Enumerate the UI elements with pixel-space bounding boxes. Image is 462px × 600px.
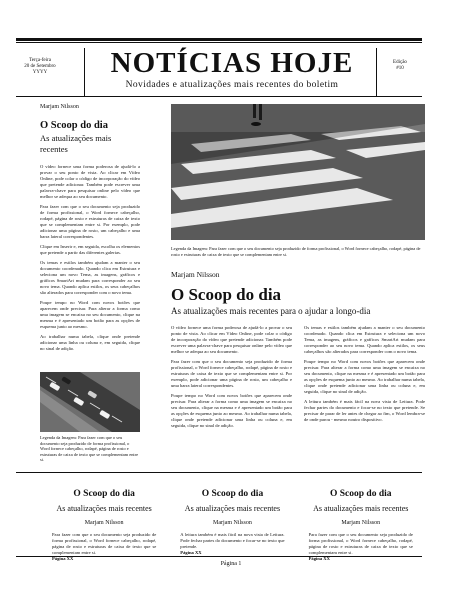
- edition-block: [378, 60, 422, 72]
- paragraph: Os temas e estilos também ajudam a manter o seu documento coordenado. Quando clica em Estrutura e seleciona um novo Tema, as imagens, gráficos e gráficos SmartArt mudam para corresponder ao seu novo tema. Quando aplica estilos, os seus cabeçalhos são alterados para corresponder com o novo tema.: [40, 260, 140, 295]
- masthead-left-divider: [84, 48, 85, 96]
- main-photo-caption: Legenda da Imagem: Para fazer com que o seu documento seja produzido de forma profissional, o Word fornece cabeçalho, rodapé, página de rosto e estruturas de caixa de texto que se complementam entre si.: [171, 246, 421, 257]
- teaser-headline: O Scoop do dia: [73, 489, 135, 499]
- teaser-3: [297, 488, 425, 561]
- main-article-author: Marjam Nilsson: [171, 270, 220, 279]
- left-article-body: [40, 164, 140, 352]
- main-article-subheadline: As atualizações mais recentes para o ajudar a longo-dia: [171, 306, 371, 316]
- left-article: [40, 104, 140, 356]
- left-photo-caption: Legenda da Imagem: Para fazer com que o seu documento seja produzido de forma profissional, o Word fornece cabeçalho, rodapé, página de rosto e estruturas de caixa de texto que se complementam entre si.: [40, 435, 139, 462]
- paragraph: Poupe tempo no Word com novos botões que aparecem onde precisar. Para alterar a forma como uma imagem se encaixa no seu documento, clique na mesma e é apresentado um botão para as opções de esquema junto ao mesmo. Ao trabalhar numa tabela, clique onde pretende adicionar uma linha ou coluna e, em seguida, clique no sinal de adição.: [171, 393, 292, 428]
- masthead-top-thin-rule: [16, 42, 422, 43]
- paragraph: Clique em Inserir e, em seguida, escolha os elementos que pretende a partir das diferentes galerias.: [40, 244, 140, 255]
- teaser-author: Marjam Nilsson: [213, 520, 252, 526]
- main-article-column-2: [304, 325, 425, 433]
- teaser-headline: O Scoop do dia: [201, 489, 264, 499]
- teaser-subheadline: As atualizações mais recentes: [313, 504, 409, 513]
- newsletter-subtitle: Novidades e atualizações mais recentes do boletim: [125, 80, 339, 90]
- paragraph: Ao trabalhar numa tabela, clique onde pretende adicionar uma linha ou coluna e, em seguida, clique no sinal de adição.: [40, 334, 140, 351]
- bottom-strip-top-rule: [16, 472, 422, 473]
- main-article-headline: O Scoop do dia: [171, 285, 282, 304]
- paragraph: Poupe tempo no Word com novos botões que aparecem onde precisar. Para alterar a forma como uma imagem se encaixa no seu documento, clique na mesma e é apresentado um botão para as opções de esquema junto ao mesmo. Ao trabalhar numa tabela, clique onde pretende adicionar uma linha ou coluna e, em seguida, clique no sinal de adição.: [304, 359, 425, 394]
- paragraph: O vídeo fornece uma forma poderosa de ajudá-lo a provar o seu ponto de vista. Ao clicar em Vídeo Online, pode colar o código de incorporação do vídeo que pretende adicionar. Também pode escrever uma palavra-chave para pesquisar online pelo vídeo que melhor se adequa ao seu documento.: [171, 325, 292, 354]
- date-day-month: 20 de Setembro: [24, 64, 56, 69]
- teaser-2: [168, 488, 296, 561]
- date-block: [16, 58, 64, 76]
- teaser-text: Para fazer com que o seu documento seja produzido de forma profissional, o Word fornece cabeçalho, rodapé, página de rosto e estruturas de caixa de texto que se complementam entre si.: [52, 532, 157, 555]
- masthead-right-divider: [376, 48, 377, 96]
- paragraph: O vídeo fornece uma forma poderosa de ajudá-lo a provar o seu ponto de vista. Ao clicar em Vídeo Online, pode colar o código de incorporação do vídeo que pretende adicionar. Também pode escrever uma palavra-chave para pesquisar online pelo vídeo que melhor se adequa ao seu documento.: [40, 164, 140, 199]
- teaser-text: A leitura também é mais fácil na nova vista de Leitura. Pode fechar partes do documento e focar-se no texto que pretende.: [180, 532, 285, 549]
- teaser-page-ref: Página XX: [52, 556, 74, 561]
- main-article: [171, 270, 425, 433]
- newsletter-title: NOTÍCIAS HOJE: [110, 47, 354, 79]
- teaser-subheadline: As atualizações mais recentes: [184, 504, 281, 513]
- left-article-headline: O Scoop do dia: [40, 120, 108, 131]
- page-number-footer: Página 1: [220, 561, 242, 567]
- paragraph: Para fazer com que o seu documento seja produzido de forma profissional, o Word fornece cabeçalho, rodapé, página de rosto e estruturas de caixa de texto que se complementam entre si. Por exemplo, pode adicionar uma página de rosto, um cabeçalho e uma barra lateral correspondentes.: [171, 359, 292, 388]
- aerial-road-photo: [40, 372, 140, 432]
- teaser-page-ref: Página XX: [308, 556, 330, 561]
- main-article-column-1: [171, 325, 292, 433]
- teaser-1: [40, 488, 168, 561]
- left-article-author: Marjam Nilsson: [40, 104, 79, 110]
- teaser-author: Marjam Nilsson: [341, 520, 381, 526]
- paragraph: Para fazer com que o seu documento seja produzido de forma profissional, o Word fornece cabeçalho, rodapé, página de rosto e estruturas de caixa de texto que se complementam entre si. Por exemplo, pode adicionar uma página de rosto, um cabeçalho e uma barra lateral correspondentes.: [40, 204, 140, 239]
- left-article-subheadline: As atualizações mais recentes: [40, 133, 112, 154]
- date-weekday: Terça-feira: [29, 58, 51, 63]
- masthead-bottom-rule: [16, 96, 422, 97]
- teaser-page-ref: Página XX: [180, 550, 202, 555]
- paragraph: A leitura também é mais fácil na nova vista de Leitura. Pode fechar partes do documento e focar-se no texto que pretende. Se precisar de parar de ler antes de chegar ao fim, o Word lembra-se de onde parou - mesmo noutro dispositivo.: [304, 399, 425, 422]
- edition-number: #10: [396, 66, 404, 71]
- bottom-teasers: [40, 488, 425, 561]
- teaser-headline: O Scoop do dia: [329, 489, 392, 499]
- main-article-columns: [171, 325, 425, 433]
- edition-label: Edição: [393, 60, 407, 65]
- masthead-top-rule: [16, 38, 422, 41]
- date-year: YYYY: [32, 70, 48, 75]
- teaser-text: Para fazer com que o seu documento seja produzido de forma profissional, o Word fornece cabeçalho, rodapé, página de rosto e estruturas de caixa de texto que se complementam entre si.: [308, 532, 413, 555]
- teaser-author: Marjam Nilsson: [84, 520, 124, 526]
- teaser-subheadline: As atualizações mais recentes: [56, 504, 152, 513]
- paragraph: Poupe tempo no Word com novos botões que aparecem onde precisar. Para alterar a forma como uma imagem se encaixa no seu documento, clique na mesma e é apresentado um botão para as opções de esquema junto ao mesmo.: [40, 300, 140, 329]
- crosswalk-photo: [171, 104, 425, 240]
- paragraph: Os temas e estilos também ajudam a manter o seu documento coordenado. Quando clica em Estrutura e seleciona um novo Tema, as imagens, gráficos e gráficos SmartArt mudam para corresponder ao seu novo tema. Quando aplica estilos, os seus cabeçalhos são alterados para corresponder com o novo tema.: [304, 325, 425, 354]
